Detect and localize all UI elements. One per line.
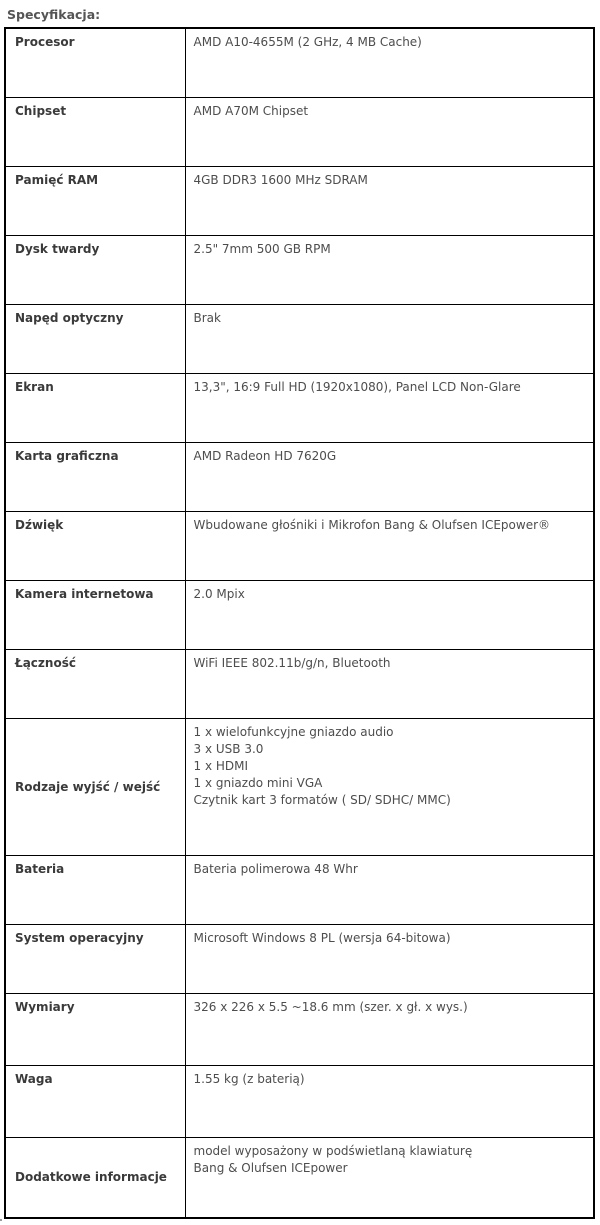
spec-value: AMD Radeon HD 7620G [185,442,594,511]
spec-value: 1.55 kg (z baterią) [185,1065,594,1137]
spec-value: 326 x 226 x 5.5 ~18.6 mm (szer. x gł. x wys.) [185,993,594,1065]
spec-label: Napęd optyczny [5,304,185,373]
spec-row-ports [5,718,594,855]
spec-row-webcam [5,580,594,649]
spec-row-graphics [5,442,594,511]
spec-label: Rodzaje wyjść / wejść [5,718,185,855]
spec-value-line: 1 x HDMI [193,758,249,773]
spec-label: Wymiary [5,993,185,1065]
spec-value: Wbudowane głośniki i Mikrofon Bang & Olufsen ICEpower® [185,511,594,580]
spec-row-weight [5,1065,594,1137]
spec-row-os [5,924,594,993]
spec-value: 13,3", 16:9 Full HD (1920x1080), Panel LCD Non-Glare [185,373,594,442]
spec-row-disk [5,235,594,304]
spec-label: Waga [5,1065,185,1137]
spec-value: 2.0 Mpix [185,580,594,649]
spec-label: Dysk twardy [5,235,185,304]
spec-row-dimensions [5,993,594,1065]
spec-value: WiFi IEEE 802.11b/g/n, Bluetooth [185,649,594,718]
spec-row-audio [5,511,594,580]
spec-value-line: 1 x wielofunkcyjne gniazdo audio [193,724,394,739]
spec-value: Microsoft Windows 8 PL (wersja 64-bitowa) [185,924,594,993]
spec-value-line: 1 x gniazdo mini VGA [193,775,323,790]
spec-value-line: Czytnik kart 3 formatów ( SD/ SDHC/ MMC) [193,792,451,807]
spec-value: 4GB DDR3 1600 MHz SDRAM [185,166,594,235]
spec-label: Dźwięk [5,511,185,580]
spec-label: Ekran [5,373,185,442]
spec-label: Bateria [5,855,185,924]
spec-value-list [185,718,594,855]
spec-row-screen [5,373,594,442]
spec-value: Brak [185,304,594,373]
spec-row-chipset [5,97,594,166]
spec-value: 2.5" 7mm 500 GB RPM [185,235,594,304]
spec-label: Kamera internetowa [5,580,185,649]
spec-row-battery [5,855,594,924]
spec-label: Dodatkowe informacje [5,1137,185,1218]
spec-value-list [185,1137,594,1218]
spec-row-connectivity [5,649,594,718]
spec-label: Procesor [5,28,185,97]
spec-label: Chipset [5,97,185,166]
spec-row-optical-drive [5,304,594,373]
spec-row-additional-info [5,1137,594,1218]
corner-dot [0,1219,2,1221]
spec-value: AMD A70M Chipset [185,97,594,166]
spec-row-procesor [5,28,594,97]
spec-value: AMD A10-4655M (2 GHz, 4 MB Cache) [185,28,594,97]
spec-value-line: Bang & Olufsen ICEpower [193,1160,348,1175]
spec-value-line: model wyposażony w podświetlaną klawiaturę [193,1143,473,1158]
spec-label: System operacyjny [5,924,185,993]
spec-label: Karta graficzna [5,442,185,511]
spec-value-line: 3 x USB 3.0 [193,741,264,756]
spec-label: Pamięć RAM [5,166,185,235]
spec-row-ram [5,166,594,235]
page-heading: Specyfikacja: [7,7,101,22]
spec-value: Bateria polimerowa 48 Whr [185,855,594,924]
spec-label: Łączność [5,649,185,718]
specification-table [4,27,595,1219]
